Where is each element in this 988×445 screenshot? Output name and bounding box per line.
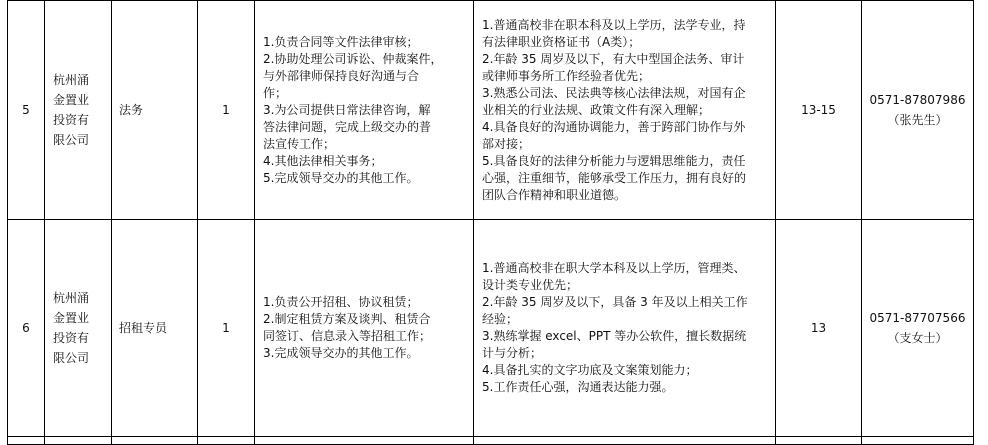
contact-info — [862, 220, 974, 437]
table-row — [8, 220, 974, 437]
company-name — [45, 220, 112, 437]
row-edge — [198, 437, 255, 445]
duty-line: 2.协助处理公司诉讼、仲裁案件， — [263, 51, 443, 66]
requirement-line: 或律师事务所工作经验者优先； — [482, 68, 651, 83]
row-edge — [474, 437, 776, 445]
row-edge — [8, 437, 45, 445]
company-name-line: 限公司 — [53, 351, 90, 365]
duty-line: 4.其他法律相关事务； — [263, 153, 383, 168]
duty-line: 1.负责公开招租、协议租赁； — [263, 295, 419, 309]
headcount: 1 — [198, 1, 255, 220]
job-requirements — [474, 220, 776, 437]
duty-line: 2.制定租赁方案及谈判、租赁合 — [263, 312, 431, 326]
table-row-continuation — [8, 437, 974, 445]
job-listing-table — [7, 0, 974, 445]
requirement-line: 4.具备良好的沟通协调能力，善于跨部门协作与外 — [482, 119, 746, 134]
contact-phone: 0571-87807986 — [869, 93, 966, 107]
job-requirements — [474, 1, 776, 220]
salary-range: 13 — [776, 220, 862, 437]
contact-info — [862, 1, 974, 220]
requirement-line: 部对接； — [482, 136, 531, 151]
contact-person: （张先生） — [887, 113, 948, 127]
duty-line: 1.负责合同等文件法律审核； — [263, 34, 419, 49]
position-name: 法务 — [112, 1, 198, 220]
row-edge — [45, 437, 112, 445]
row-edge — [112, 437, 198, 445]
requirement-line: 设计类专业优先； — [482, 278, 579, 292]
company-name-line: 限公司 — [53, 133, 90, 147]
duty-line: 同签订、信息录入等招租工作； — [263, 329, 432, 343]
duty-line: 3.为公司提供日常法律咨询，解 — [263, 102, 431, 117]
duty-line: 与外部律师保持良好沟通与合 — [263, 68, 420, 83]
requirement-line: 有法律职业资格证书（A类）； — [482, 34, 641, 49]
requirement-line: 2.年龄 35 周岁及以下，具备 3 年及以上相关工作 — [482, 295, 748, 309]
company-name-line: 投资有 — [53, 331, 90, 345]
job-duties — [255, 220, 474, 437]
duty-line: 作； — [263, 85, 288, 100]
requirement-line: 3.熟悉公司法、民法典等核心法律法规，对国有企 — [482, 85, 746, 100]
company-name — [45, 1, 112, 220]
duty-line: 5.完成领导交办的其他工作。 — [263, 170, 419, 185]
company-name-line: 金置业 — [53, 93, 90, 107]
contact-person: （支女士） — [887, 331, 948, 345]
row-edge — [255, 437, 474, 445]
requirement-line: 3.熟练掌握 excel、PPT 等办公软件，擅长数据统 — [482, 329, 747, 343]
company-name-line: 金置业 — [53, 311, 90, 325]
job-duties — [255, 1, 474, 220]
requirement-line: 5.具备良好的法律分析能力与逻辑思维能力，责任 — [482, 153, 746, 168]
requirement-line: 5.工作责任心强，沟通表达能力强。 — [482, 380, 674, 394]
company-name-line: 投资有 — [53, 113, 90, 127]
requirement-line: 计与分析； — [482, 346, 543, 360]
requirement-line: 1.普通高校非在职本科及以上学历，法学专业，持 — [482, 17, 746, 32]
row-index: 6 — [8, 220, 45, 437]
row-index: 5 — [8, 1, 45, 220]
duty-line: 答法律问题，完成上级交办的普 — [263, 119, 432, 134]
requirement-line: 4.具备扎实的文字功底及文案策划能力； — [482, 363, 698, 377]
requirement-line: 2.年龄 35 周岁及以下，有大中型国企法务、审计 — [482, 51, 745, 66]
salary-range: 13-15 — [776, 1, 862, 220]
requirement-line: 1.普通高校非在职大学本科及以上学历，管理类、 — [482, 261, 746, 275]
requirement-line: 经验； — [482, 312, 519, 326]
requirement-line: 心强，注重细节，能够承受工作压力，拥有良好的 — [482, 170, 747, 185]
headcount: 1 — [198, 220, 255, 437]
row-edge — [862, 437, 974, 445]
contact-phone: 0571-87707566 — [869, 311, 966, 325]
table-row — [8, 1, 974, 220]
company-name-line: 杭州涌 — [53, 73, 90, 87]
duty-line: 3.完成领导交办的其他工作。 — [263, 346, 419, 360]
company-name-line: 杭州涌 — [53, 291, 90, 305]
row-edge — [776, 437, 862, 445]
position-name: 招租专员 — [112, 220, 198, 437]
duty-line: 法宣传工作； — [263, 136, 336, 151]
requirement-line: 业相关的行业法规、政策文件有深入理解； — [482, 102, 711, 117]
requirement-line: 团队合作精神和职业道德。 — [482, 187, 627, 202]
